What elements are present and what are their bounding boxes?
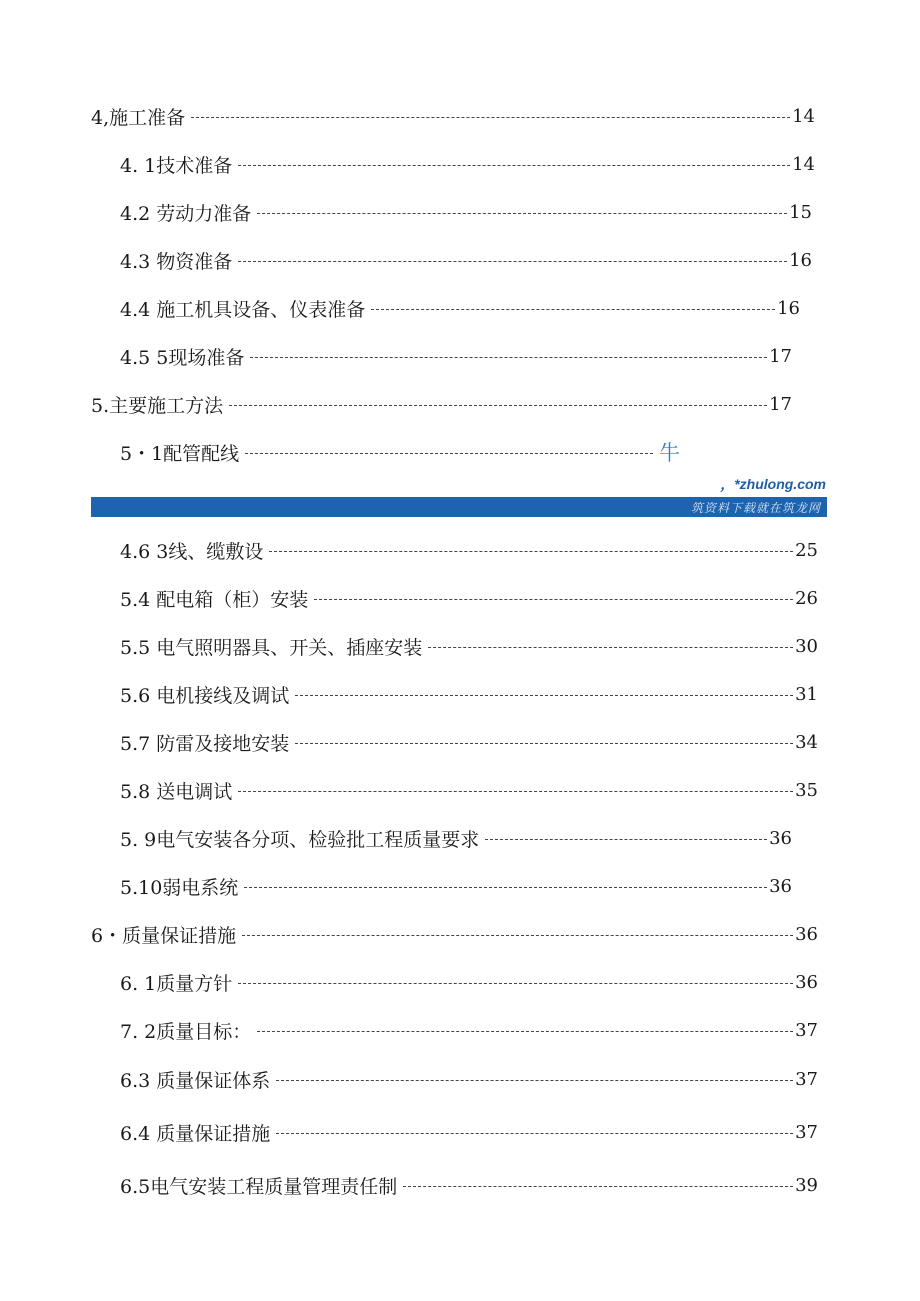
toc-page-number: 36 (795, 971, 818, 993)
toc-entry-title: 6.4 质量保证措施 (120, 1122, 271, 1145)
toc-dot-leader (257, 213, 787, 214)
toc-line[interactable] (120, 197, 812, 227)
toc-entry-title: 4. 1技术准备 (120, 154, 233, 177)
toc-page-number: 36 (769, 827, 792, 849)
toc-entry-title: 5.主要施工方法 (91, 394, 224, 417)
toc-entry-title: 5.10弱电系统 (120, 876, 239, 899)
toc-entry-title: 5.8 送电调试 (120, 780, 233, 803)
toc-line[interactable] (120, 967, 818, 997)
toc-line[interactable] (120, 293, 800, 323)
toc-entry-title: 4,施工准备 (91, 106, 186, 129)
toc-page-number: 31 (795, 683, 818, 705)
toc-entry-title: 7. 2质量目标： (120, 1020, 252, 1043)
toc-dot-leader (295, 743, 793, 744)
toc-page-number: 35 (795, 779, 818, 801)
toc-dot-leader (238, 983, 793, 984)
toc-dot-leader (238, 165, 790, 166)
toc-entry-title: 4.3 物资准备 (120, 250, 233, 273)
toc-page-number: 36 (769, 875, 792, 897)
toc-dot-leader (428, 647, 793, 648)
toc-dot-leader (371, 309, 775, 310)
toc-line[interactable] (91, 919, 818, 949)
toc-page-number: 15 (789, 201, 812, 223)
toc-page-number: 34 (795, 731, 818, 753)
toc-dot-leader (250, 357, 767, 358)
toc-entry-title: 6. 1质量方针 (120, 972, 233, 995)
toc-line[interactable] (120, 871, 792, 901)
toc-entry-title: 4.5 5现场准备 (120, 346, 245, 369)
toc-line[interactable] (120, 727, 818, 757)
toc-dot-leader (245, 453, 653, 454)
toc-page-number: 37 (795, 1068, 818, 1090)
toc-line[interactable] (120, 149, 815, 179)
toc-line[interactable] (120, 437, 680, 467)
toc-dot-leader (314, 599, 793, 600)
toc-line[interactable] (120, 679, 818, 709)
toc-entry-title: 6・质量保证措施 (91, 924, 237, 947)
toc-dot-leader (238, 261, 787, 262)
toc-dot-leader (276, 1133, 793, 1134)
toc-dot-leader (269, 551, 793, 552)
toc-page-number: 17 (769, 345, 792, 367)
toc-dot-leader (276, 1080, 793, 1081)
toc-line[interactable] (120, 1064, 818, 1094)
toc-entry-title: 4.2 劳动力准备 (120, 202, 252, 225)
toc-line[interactable] (91, 101, 815, 131)
toc-line[interactable] (120, 245, 812, 275)
toc-dot-leader (257, 1031, 793, 1032)
toc-dot-leader (191, 117, 790, 118)
toc-dot-leader (238, 791, 793, 792)
toc-page-number: 37 (795, 1121, 818, 1143)
toc-line[interactable] (120, 535, 818, 565)
toc-dot-leader (242, 935, 793, 936)
toc-page-number: 30 (795, 635, 818, 657)
toc-page-number: 16 (777, 297, 800, 319)
toc-entry-title: 5.6 电机接线及调试 (120, 684, 290, 707)
watermark-banner (91, 497, 827, 517)
toc-page-number: 14 (792, 105, 815, 127)
toc-entry-title: 5.4 配电箱（柜）安装 (120, 588, 309, 611)
toc-entry-title: 5・1配管配线 (120, 442, 240, 465)
toc-line[interactable] (91, 389, 792, 419)
toc-page-number: 25 (795, 539, 818, 561)
toc-line[interactable] (120, 775, 818, 805)
toc-page-number: 16 (789, 249, 812, 271)
toc-page-number: 37 (795, 1019, 818, 1041)
toc-page-number: 36 (795, 923, 818, 945)
toc-stray-glyph: 牛 (659, 441, 680, 465)
watermark-site: ，*zhulong.com (720, 476, 826, 492)
toc-entry-title: 5.7 防雷及接地安装 (120, 732, 290, 755)
toc-line[interactable] (120, 823, 792, 853)
toc-dot-leader (485, 839, 767, 840)
toc-page-number: 26 (795, 587, 818, 609)
toc-page-number: 39 (795, 1174, 818, 1196)
toc-dot-leader (403, 1186, 793, 1187)
toc-line[interactable] (120, 1117, 818, 1147)
toc-line[interactable] (120, 341, 792, 371)
toc-line[interactable] (120, 631, 818, 661)
toc-line[interactable] (120, 583, 818, 613)
watermark-banner-text: 筑资料下载就在筑龙网 (690, 501, 821, 515)
toc-line[interactable] (120, 1170, 818, 1200)
toc-entry-title: 6.5电气安装工程质量管理责任制 (120, 1175, 398, 1198)
toc-line[interactable] (120, 1015, 818, 1045)
toc-dot-leader (295, 695, 793, 696)
toc-entry-title: 5. 9电气安装各分项、检验批工程质量要求 (120, 828, 480, 851)
toc-page-number: 17 (769, 393, 792, 415)
toc-page-number: 14 (792, 153, 815, 175)
toc-entry-title: 4.4 施工机具设备、仪表准备 (120, 298, 366, 321)
toc-dot-leader (244, 887, 767, 888)
toc-entry-title: 6.3 质量保证体系 (120, 1069, 271, 1092)
toc-dot-leader (229, 405, 767, 406)
toc-entry-title: 4.6 3线、缆敷设 (120, 540, 264, 563)
toc-entry-title: 5.5 电气照明器具、开关、插座安装 (120, 636, 423, 659)
